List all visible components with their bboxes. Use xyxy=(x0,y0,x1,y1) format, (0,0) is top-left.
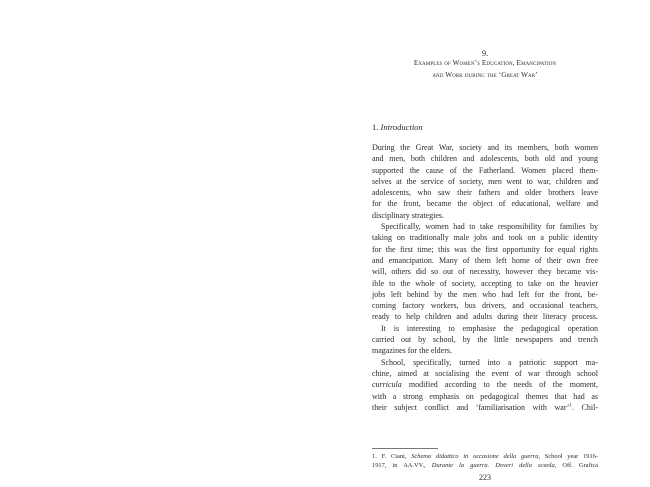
body-line: curricula modified according to the needs of the moment, xyxy=(372,380,598,390)
footnote-divider xyxy=(372,448,438,449)
body-line: magazines for the elders. xyxy=(372,346,452,356)
body-line: adolescents, who saw their fathers and older brothers leave xyxy=(372,188,598,198)
chapter-title-line-1: Examples of Women’s Education, Emancipation xyxy=(413,59,557,67)
footnote-marker: 1 xyxy=(569,403,572,409)
body-line: and emancipation. Many of them left home of their own free xyxy=(372,255,598,265)
section-heading xyxy=(372,122,423,132)
chapter-title xyxy=(372,58,598,81)
body-text xyxy=(372,142,598,413)
body-line: ible to the whole of society, accepting to take on the heavier xyxy=(372,278,598,288)
footnotes xyxy=(372,452,598,470)
body-line: coming factory workers, bus drivers, and occasional teachers, xyxy=(372,301,598,311)
chapter-title-line-2: and Work during the ‘Great War’ xyxy=(432,70,538,79)
page-number: 223 xyxy=(479,473,491,482)
body-line: jobs left behind by the men who had left for the front, be- xyxy=(372,289,598,299)
body-line: taking on traditionally male jobs and took on a public identity xyxy=(372,233,598,243)
body-line: During the Great War, society and its members, both women xyxy=(372,143,598,152)
body-line: chine, aimed at socialising the event of war through school xyxy=(372,368,598,378)
body-line: Specifically, women had to take responsibility for families by xyxy=(381,222,598,232)
body-line: will, others did so out of necessity, however they became vis- xyxy=(372,267,598,277)
chapter-number: 9. xyxy=(481,48,489,58)
body-line: for the front, became the object of educational, welfare and xyxy=(372,199,598,209)
body-line: their subject conflict and ‘familiarisation with war’$^1$. Chil- xyxy=(372,402,599,412)
footnote-line: 1. F. Ciani, Schema didattico in occasione della guerra, School year 1916- xyxy=(372,453,598,460)
body-line: with a strong emphasis on pedagogical themes that had as xyxy=(372,391,598,401)
body-line: supported the cause of the Fatherland. Women placed them- xyxy=(372,165,598,175)
footnote-line: 1917, in AA.VV., Durante la guerra. Doveri della scuola, Off. Grafica xyxy=(372,462,598,470)
body-line: It is interesting to emphasise the pedagogical operation xyxy=(381,323,598,333)
section-number: 1. xyxy=(372,122,379,132)
section-title: Introduction xyxy=(380,122,423,132)
body-line: for the first time; this was the first opportunity for equal rights xyxy=(372,244,598,254)
body-line: School, specifically, turned into a patriotic support ma- xyxy=(381,357,598,367)
body-line: disciplinary strategies. xyxy=(372,210,444,220)
body-line: and men, both children and adolescents, both old and young xyxy=(372,154,598,164)
body-line: ready to help children and adults during their literacy process. xyxy=(372,312,598,322)
body-line: carried out by school, by the little newspapers and trench xyxy=(372,335,598,345)
body-line: selves at the service of society, men went to war, children and xyxy=(372,176,598,186)
